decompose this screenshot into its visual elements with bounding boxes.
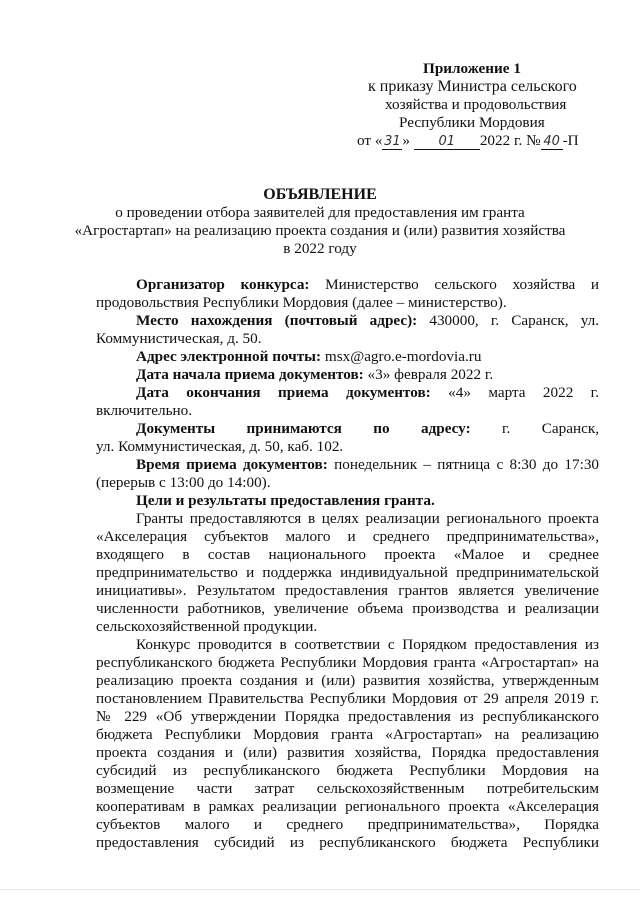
email-value: msx@agro.e-mordovia.ru: [324, 348, 482, 365]
time-label: Время приема документов:: [136, 456, 328, 473]
para2-line: бюджета Республики Мордовия гранта «Агростартап» на реализацию: [96, 726, 599, 743]
para2-line: постановлением Правительства Республики Мордовия от 29 апреля 2019 г.: [96, 690, 599, 707]
docs-line-1: Документы принимаются по адресу: г. Саранск,: [136, 420, 599, 437]
email-line: [136, 348, 481, 365]
order-number: 40: [541, 135, 563, 150]
order-year: 2022 г. №: [479, 132, 541, 149]
para2-line: субсидий из республиканского бюджета Республики Мордовия на: [96, 762, 599, 779]
docs-label: Документы принимаются по адресу:: [136, 420, 471, 437]
date-quote-close: »: [402, 132, 411, 149]
para2-line: предоставления субсидий из республиканского бюджета Республики: [96, 834, 599, 851]
para2-line: реализацию проекта создания и (или) развития хозяйства, утвержденным: [96, 672, 599, 689]
heading-subtitle-3: в 2022 году: [283, 240, 357, 257]
appendix-title: Приложение 1: [423, 60, 521, 77]
organizer-line-2: продовольствия Республики Мордовия (далее – министерство).: [96, 294, 507, 311]
para2-line: проекта создания и (или) развития хозяйства, Порядка предоставления: [96, 744, 599, 761]
end-date-line-1: [136, 384, 599, 401]
organizer-line-1: Организатор конкурса: Министерство сельского хозяйства и: [136, 276, 599, 293]
docs-line-2: ул. Коммунистическая, д. 50, каб. 102.: [96, 438, 344, 455]
para1-line: численности работников, увеличение объема производства и реализации: [96, 600, 599, 617]
order-month: 01: [414, 135, 480, 150]
para1-line: «Акселерация субъектов малого и среднего предпринимательства»,: [96, 528, 599, 545]
order-line-3: Республики Мордовия: [399, 114, 545, 131]
order-day: 31: [384, 134, 401, 149]
para1-line: Гранты предоставляются в целях реализации регионального проекта: [136, 510, 599, 527]
heading-subtitle-2: «Агростартап» на реализацию проекта создания и (или) развития хозяйства: [74, 222, 566, 239]
end-date-value: «4» марта 2022 г.: [448, 384, 599, 401]
order-date-line: [357, 132, 579, 150]
start-date-line: [136, 366, 493, 383]
start-date-value: «3» февраля 2022 г.: [367, 366, 494, 383]
heading-subtitle-1: о проведении отбора заявителей для предоставления им гранта: [115, 204, 525, 221]
para2-line: республиканского бюджета Республики Мордовия гранта «Агростартап» на: [96, 654, 599, 671]
para1-line: инициативы». Результатом предоставления грантов является увеличение: [96, 582, 599, 599]
end-date-label: Дата окончания приема документов:: [136, 384, 431, 401]
location-line-2: Коммунистическая, д. 50.: [96, 330, 262, 347]
goals-heading: Цели и результаты предоставления гранта.: [136, 492, 435, 509]
email-label: Адрес электронной почты:: [136, 348, 322, 365]
para2-line: кооперативам в рамках реализации регионального проекта «Акселерация: [96, 798, 599, 815]
order-line-1: к приказу Министра сельского: [368, 78, 577, 95]
location-line-1: Место нахождения (почтовый адрес): 430000, г. Саранск, ул.: [136, 312, 599, 329]
order-suffix: -П: [562, 132, 579, 149]
date-prefix: от «: [357, 132, 383, 149]
order-line-2: хозяйства и продовольствия: [385, 96, 567, 113]
time-line-1: Время приема документов: понедельник – пятница с 8:30 до 17:30: [136, 456, 599, 473]
document-heading: ОБЪЯВЛЕНИЕ: [263, 186, 377, 203]
para2-line: возмещение части затрат сельскохозяйственным потребительским: [96, 780, 599, 797]
location-label: Место нахождения (почтовый адрес):: [136, 312, 418, 329]
time-line-2: (перерыв с 13:00 до 14:00).: [96, 474, 271, 491]
para1-line: предпринимательство и поддержка индивидуальной предпринимательской: [96, 564, 599, 581]
organizer-label: Организатор конкурса:: [136, 276, 310, 293]
start-date-label: Дата начала приема документов:: [136, 366, 364, 383]
scan-edge-divider: [0, 889, 640, 890]
para1-line: входящего в состав национального проекта «Малое и среднее: [96, 546, 599, 563]
para2-line: субъектов малого и среднего предпринимательства», Порядка: [96, 816, 599, 833]
end-date-line-2: включительно.: [96, 402, 193, 419]
para1-line: сельскохозяйственной продукции.: [96, 618, 318, 635]
para2-line: Конкурс проводится в соответствии с Порядком предоставления из: [136, 636, 599, 653]
para2-line: № 229 «Об утверждении Порядка предоставления из республиканского: [96, 708, 599, 725]
